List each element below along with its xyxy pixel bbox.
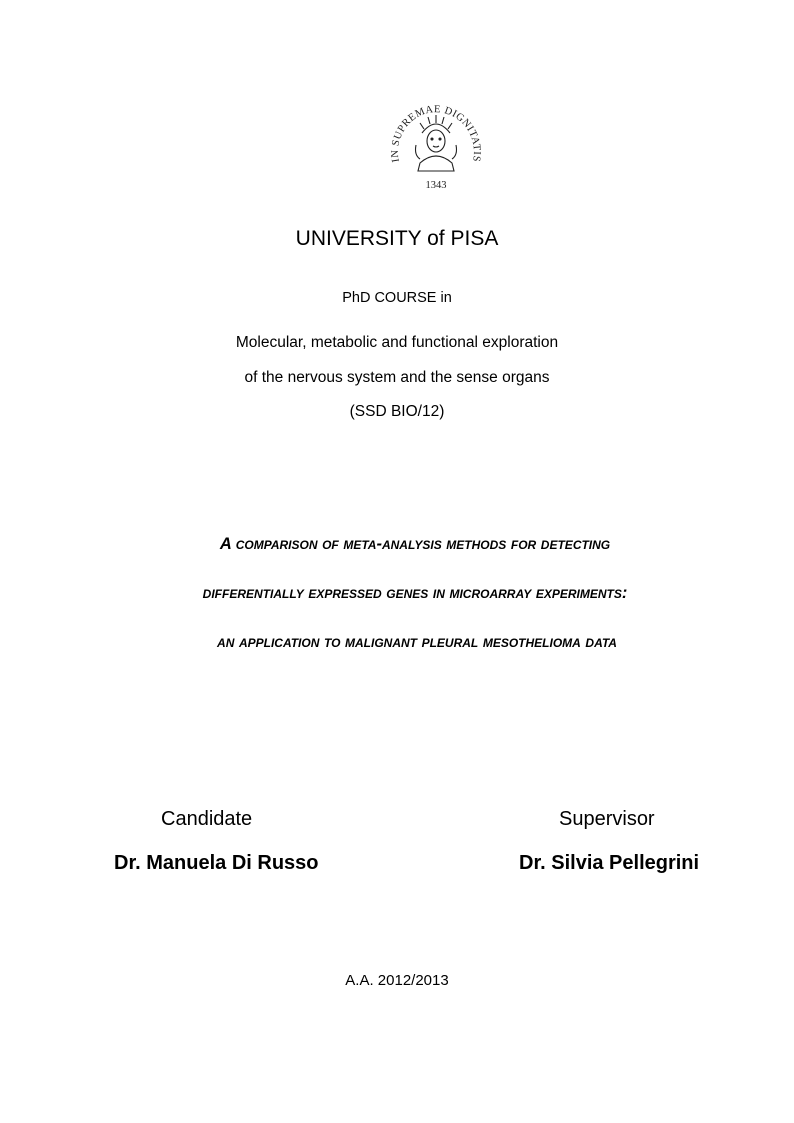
thesis-title-line-1: A comparison of meta-analysis methods for detecting <box>219 535 611 553</box>
thesis-title-line-2: differentially expressed genes in microarray experiments: <box>202 584 628 602</box>
university-seal <box>380 93 492 193</box>
university-name: UNIVERSITY of PISA <box>295 227 499 250</box>
course-name-line-2: of the nervous system and the sense organs <box>244 369 550 386</box>
ssd-code: (SSD BIO/12) <box>349 403 445 420</box>
seal-motto: IN SUPREMAE DIGNITATIS <box>389 104 483 164</box>
seal-figure <box>416 115 457 171</box>
seal-image <box>380 93 492 193</box>
supervisor-name: Dr. Silvia Pellegrini <box>519 852 700 874</box>
thesis-title-line-3: an application to malignant pleural mesothelioma data <box>217 633 617 651</box>
candidate-label: Candidate <box>161 808 253 830</box>
candidate-name: Dr. Manuela Di Russo <box>114 852 319 874</box>
course-name-line-1: Molecular, metabolic and functional exploration <box>235 334 559 351</box>
seal-year: 1343 <box>425 180 447 191</box>
supervisor-label: Supervisor <box>559 808 655 830</box>
academic-year: A.A. 2012/2013 <box>345 972 449 989</box>
phd-course-label: PhD COURSE in <box>342 290 452 306</box>
